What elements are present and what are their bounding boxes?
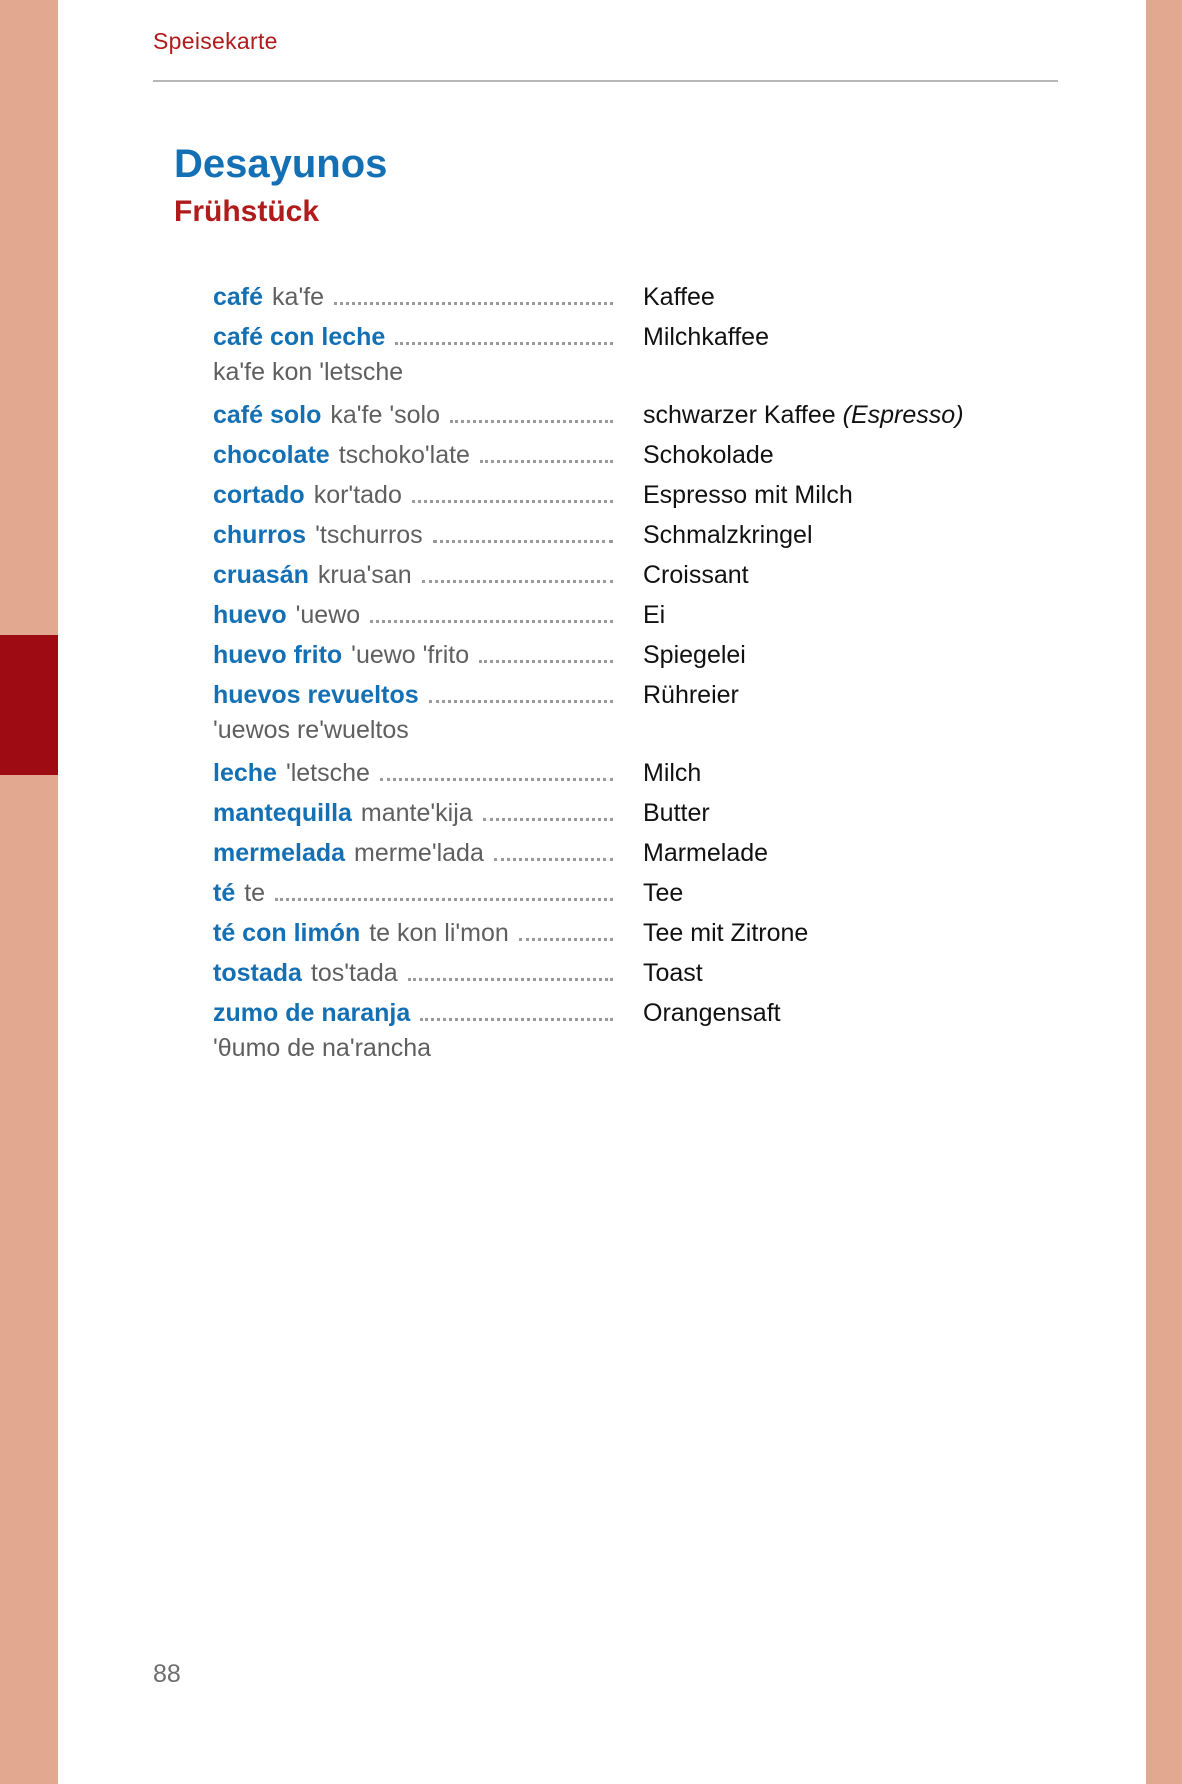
entry-term-spanish: tostada <box>213 959 302 987</box>
left-margin-band <box>0 0 58 1784</box>
entry-source-column <box>213 959 613 988</box>
leader-dots <box>479 659 613 663</box>
leader-dots <box>334 301 613 305</box>
leader-dots <box>275 897 613 901</box>
entry-row <box>213 561 1093 590</box>
leader-dots <box>420 1017 613 1021</box>
entry-source-column <box>213 561 613 590</box>
entry-translation-german <box>643 561 749 590</box>
vocabulary-entry <box>213 441 1093 470</box>
entry-translation-german <box>643 839 768 868</box>
entry-translation-text: Schokolade <box>643 441 774 469</box>
leader-dots <box>412 499 613 503</box>
leader-dots <box>395 341 613 345</box>
section-title-spanish: Desayunos <box>174 142 388 186</box>
entry-row <box>213 999 1093 1028</box>
leader-dots <box>519 937 613 941</box>
vocabulary-entry <box>213 521 1093 550</box>
page-number: 88 <box>153 1660 181 1688</box>
entry-translation-text: Tee mit Zitrone <box>643 919 809 947</box>
entry-row <box>213 283 1093 312</box>
entry-translation-text: Tee <box>643 879 684 907</box>
entry-source-column <box>213 521 613 550</box>
entry-pronunciation-second-line: 'uewos re'wueltos <box>213 716 409 744</box>
entry-source-column <box>213 283 613 312</box>
entry-source-column <box>213 641 613 670</box>
entry-translation-text: schwarzer Kaffee <box>643 401 836 429</box>
vocabulary-entry <box>213 959 1093 988</box>
entry-translation-text: Butter <box>643 799 710 827</box>
vocabulary-entry <box>213 601 1093 630</box>
entry-pronunciation: merme'lada <box>354 839 484 867</box>
entry-row <box>213 521 1093 550</box>
entry-translation-german <box>643 521 813 550</box>
leader-dots <box>429 699 613 703</box>
entry-translation-text: Kaffee <box>643 283 715 311</box>
page-content <box>58 0 1146 1784</box>
entry-term-spanish: té con limón <box>213 919 361 947</box>
entry-term-spanish: zumo de naranja <box>213 999 411 1027</box>
entry-translation-text: Ei <box>643 601 666 629</box>
entry-source-column <box>213 441 613 470</box>
vocabulary-entry <box>213 879 1093 908</box>
entry-pronunciation: 'letsche <box>285 759 370 787</box>
entry-translation-text: Spiegelei <box>643 641 746 669</box>
entry-translation-german <box>643 919 808 948</box>
entry-term-spanish: cruasán <box>213 561 309 589</box>
entry-term-spanish: mermelada <box>213 839 346 867</box>
entry-translation-text: Marmelade <box>643 839 769 867</box>
entry-source-column <box>213 759 613 788</box>
entry-translation-text: Espresso mit Milch <box>643 481 853 509</box>
entry-translation-text: Croissant <box>643 561 749 589</box>
entry-pronunciation: tos'tada <box>310 959 398 987</box>
leader-dots <box>433 539 613 543</box>
vocabulary-entry <box>213 641 1093 670</box>
entry-pronunciation: te kon li'mon <box>369 919 509 947</box>
entry-pronunciation: 'uewo <box>295 601 361 629</box>
entry-translation-german <box>643 481 853 510</box>
entry-translation-german <box>643 441 774 470</box>
entry-row <box>213 799 1093 828</box>
entry-row <box>213 401 1093 430</box>
vocabulary-entry <box>213 999 1093 1066</box>
leader-dots <box>480 459 613 463</box>
entry-source-column <box>213 799 613 828</box>
running-header <box>153 28 1058 55</box>
leader-dots <box>483 817 613 821</box>
vocabulary-entry <box>213 561 1093 590</box>
leader-dots <box>408 977 613 981</box>
entry-row <box>213 879 1093 908</box>
entry-translation-text: Rühreier <box>643 681 739 709</box>
entry-pronunciation-second-line: 'θumo de na'rancha <box>213 1034 432 1062</box>
chapter-thumb-tab <box>0 635 58 775</box>
entry-pronunciation: krua'san <box>317 561 412 589</box>
entry-pronunciation: kor'tado <box>313 481 402 509</box>
running-header-title: Speisekarte <box>153 28 278 54</box>
entry-row <box>213 919 1093 948</box>
entry-translation-german <box>643 323 769 352</box>
entry-row <box>213 681 1093 710</box>
entry-row <box>213 441 1093 470</box>
entry-source-column <box>213 323 613 352</box>
right-margin-band <box>1146 0 1182 1784</box>
entry-translation-text: Toast <box>643 959 703 987</box>
leader-dots <box>422 579 613 583</box>
vocabulary-entry <box>213 759 1093 788</box>
entry-pronunciation-second-line: ka'fe kon 'letsche <box>213 358 404 386</box>
entry-source-column <box>213 681 613 710</box>
entry-row <box>213 839 1093 868</box>
entry-row <box>213 759 1093 788</box>
entry-source-column <box>213 601 613 630</box>
entry-pronunciation: 'tschurros <box>315 521 423 549</box>
entry-translation-german <box>643 799 710 828</box>
entry-translation-text: Orangensaft <box>643 999 781 1027</box>
entry-translation-german <box>643 959 703 988</box>
entry-translation-german <box>643 601 665 630</box>
entry-term-spanish: té <box>213 879 236 907</box>
vocabulary-list <box>213 283 1093 1077</box>
entry-term-spanish: café solo <box>213 401 322 429</box>
entry-term-spanish: cortado <box>213 481 305 509</box>
entry-source-column <box>213 401 613 430</box>
entry-translation-german <box>643 999 781 1028</box>
entry-pronunciation: te <box>244 879 266 907</box>
entry-term-spanish: huevos revueltos <box>213 681 419 709</box>
entry-term-spanish: café <box>213 283 264 311</box>
vocabulary-entry <box>213 839 1093 868</box>
entry-pronunciation: mante'kija <box>360 799 473 827</box>
header-divider <box>153 80 1058 82</box>
entry-translation-german <box>643 681 739 710</box>
entry-pronunciation: ka'fe 'solo <box>330 401 440 429</box>
vocabulary-entry <box>213 919 1093 948</box>
entry-row <box>213 959 1093 988</box>
entry-pronunciation: ka'fe <box>272 283 325 311</box>
entry-row <box>213 601 1093 630</box>
entry-term-spanish: churros <box>213 521 307 549</box>
vocabulary-entry <box>213 481 1093 510</box>
section-title-german: Frühstück <box>174 195 320 228</box>
entry-term-spanish: huevo <box>213 601 287 629</box>
entry-translation-german <box>643 759 701 788</box>
entry-source-column <box>213 919 613 948</box>
entry-source-column <box>213 481 613 510</box>
entry-translation-text: Milchkaffee <box>643 323 769 351</box>
entry-term-spanish: huevo frito <box>213 641 343 669</box>
entry-translation-german <box>643 401 964 430</box>
entry-translation-text: Schmalzkringel <box>643 521 813 549</box>
entry-pronunciation: tschoko'late <box>338 441 470 469</box>
entry-translation-text: Milch <box>643 759 702 787</box>
entry-row <box>213 641 1093 670</box>
vocabulary-entry <box>213 323 1093 390</box>
entry-row <box>213 481 1093 510</box>
entry-translation-german <box>643 879 683 908</box>
entry-pronunciation: 'uewo 'frito <box>351 641 470 669</box>
vocabulary-entry <box>213 283 1093 312</box>
entry-source-column <box>213 839 613 868</box>
entry-source-column <box>213 879 613 908</box>
entry-term-spanish: chocolate <box>213 441 330 469</box>
section-heading <box>174 140 387 232</box>
entry-term-spanish: mantequilla <box>213 799 352 827</box>
vocabulary-entry <box>213 681 1093 748</box>
vocabulary-entry <box>213 401 1093 430</box>
leader-dots <box>494 857 613 861</box>
vocabulary-entry <box>213 799 1093 828</box>
entry-term-spanish: leche <box>213 759 277 787</box>
leader-dots <box>380 777 613 781</box>
entry-row <box>213 323 1093 352</box>
entry-term-spanish: café con leche <box>213 323 386 351</box>
entry-translation-german <box>643 641 746 670</box>
entry-source-column <box>213 999 613 1028</box>
entry-translation-german <box>643 283 715 312</box>
leader-dots <box>450 419 613 423</box>
leader-dots <box>370 619 613 623</box>
entry-translation-note: (Espresso) <box>842 401 964 429</box>
